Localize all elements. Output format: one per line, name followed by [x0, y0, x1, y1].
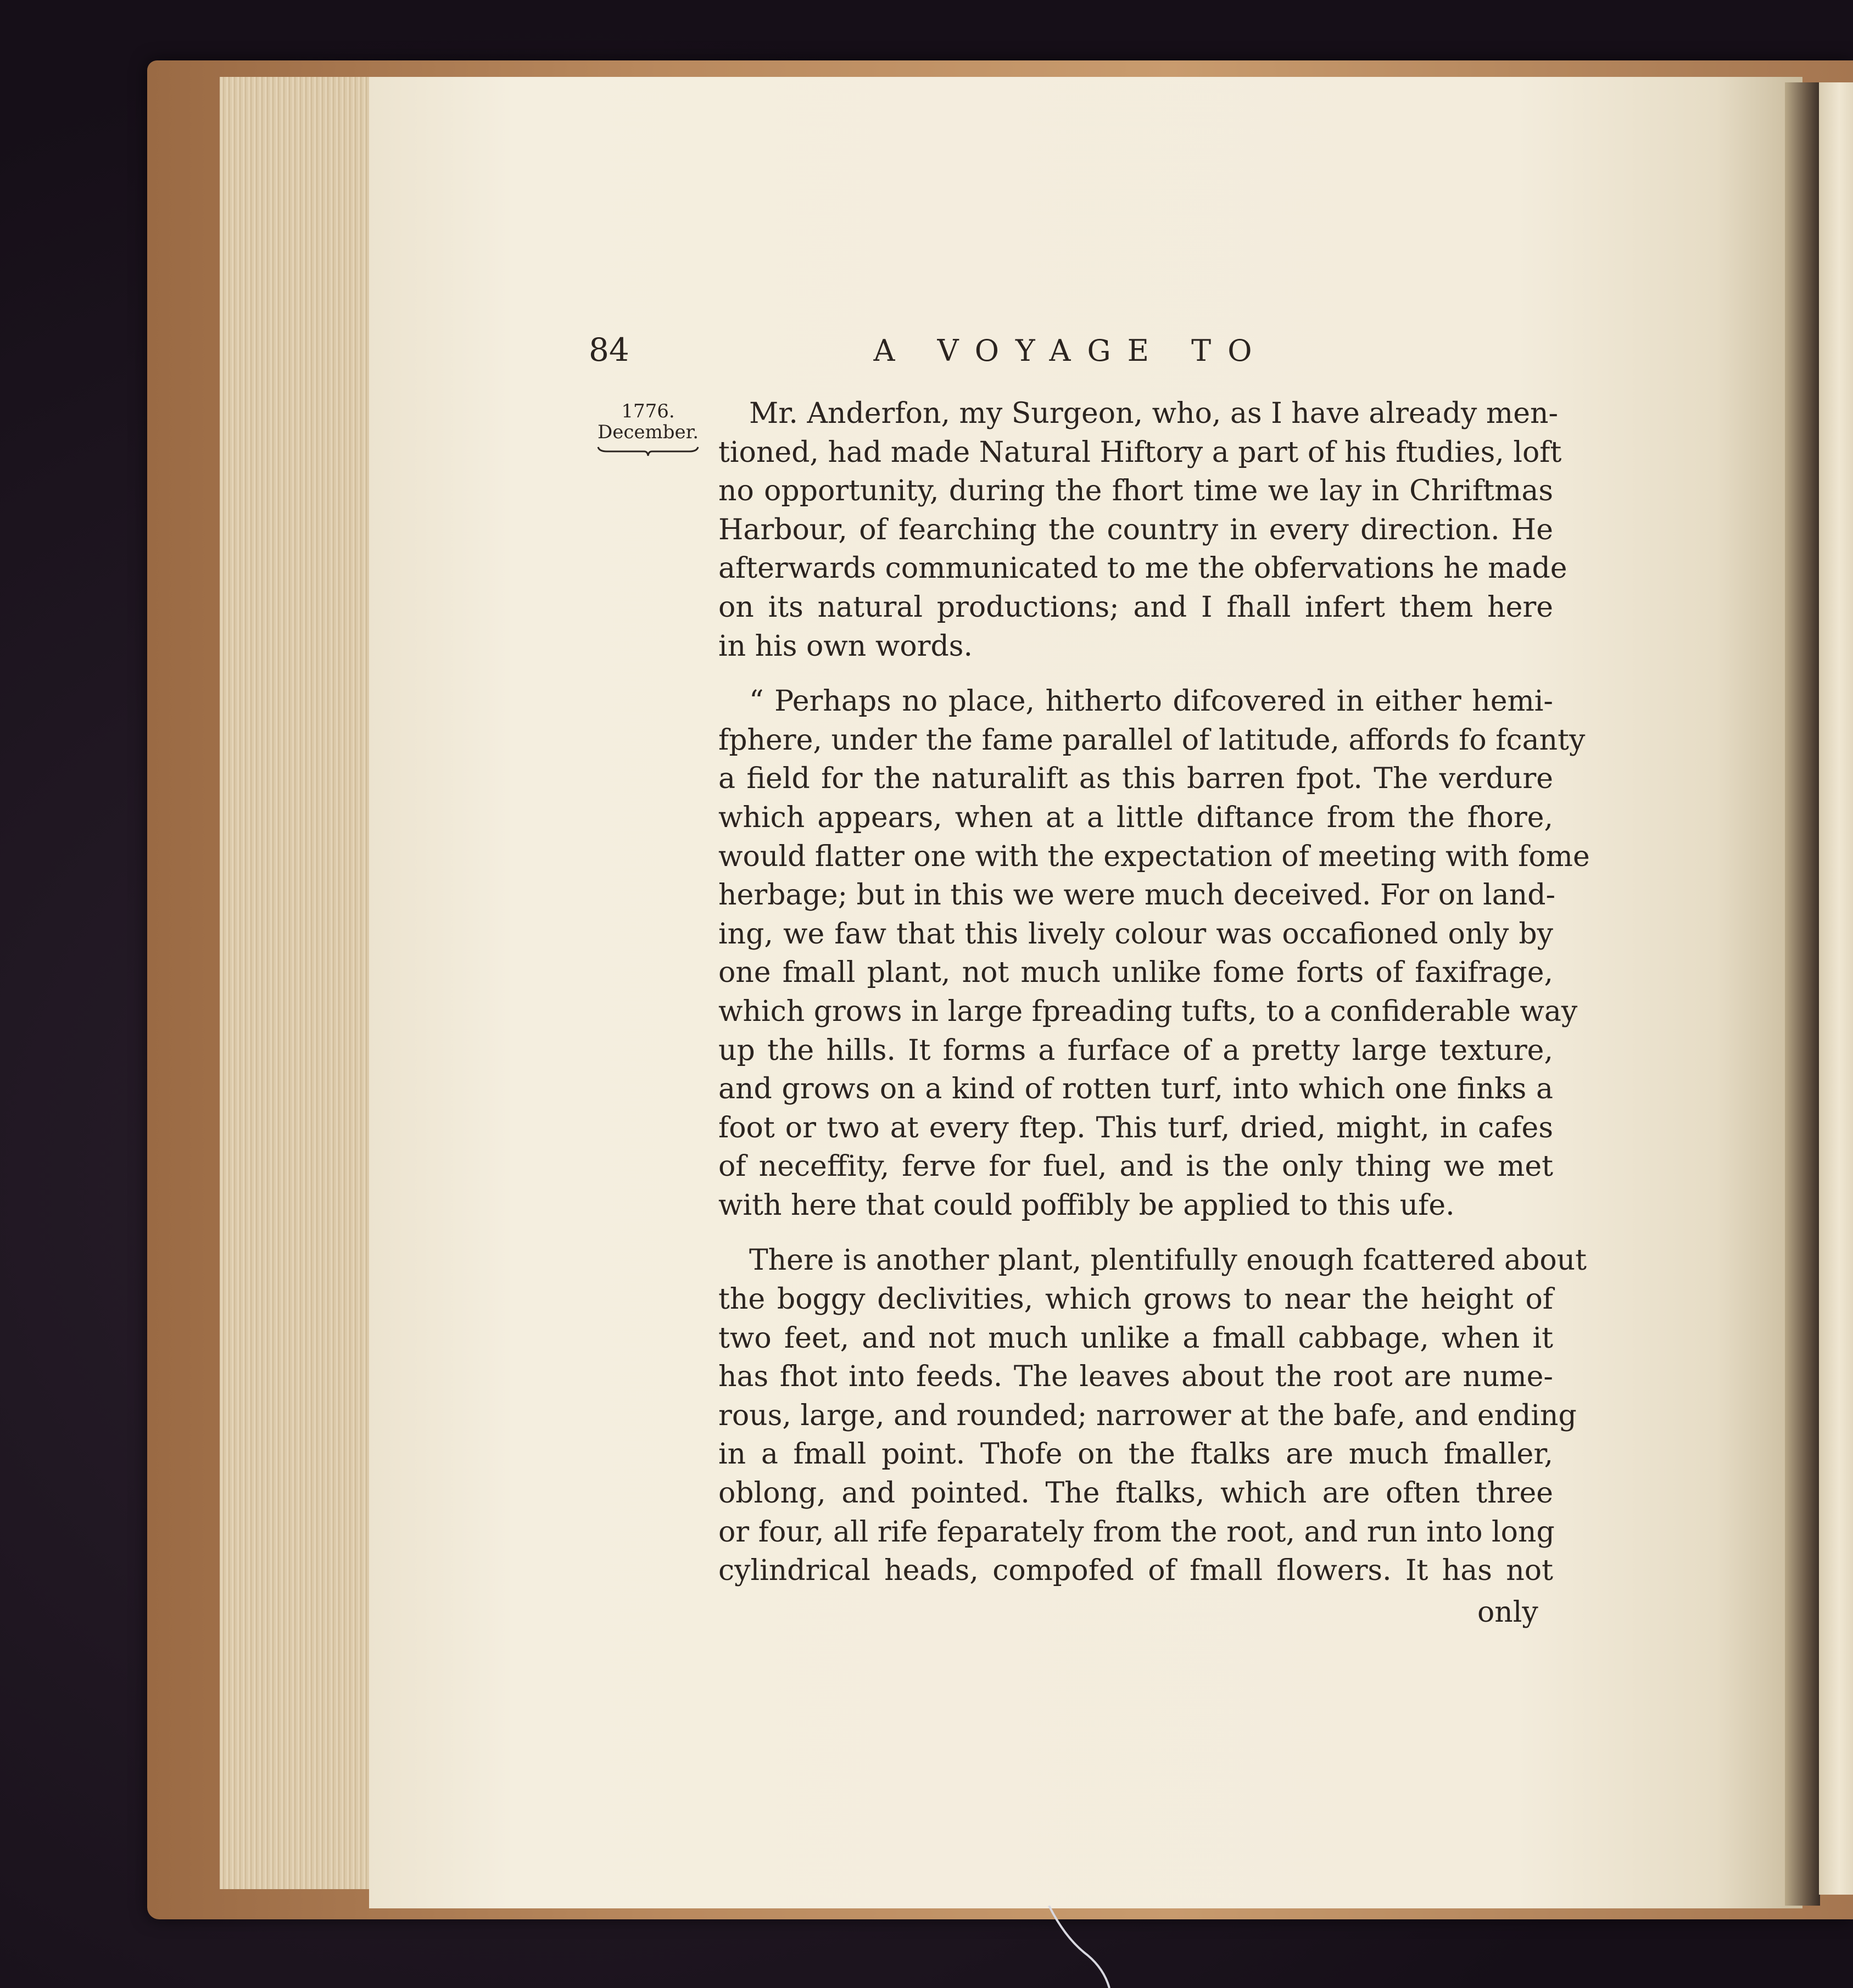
text-line: Harbour, of fearching the country in every direction. He: [718, 513, 1553, 546]
text-line: two feet, and not much unlike a fmall cabbage, when it: [718, 1321, 1553, 1355]
text-line: up the hills. It forms a furface of a pretty large texture,: [718, 1034, 1553, 1067]
page-number: 84: [589, 331, 629, 368]
text-line: or four, all rife feparately from the root, and run into long: [718, 1515, 1555, 1549]
text-line: on its natural productions; and I fhall infert them here: [718, 590, 1553, 624]
text-line: herbage; but in this we were much deceived. For on land-: [718, 879, 1556, 912]
text-line: foot or two at every ftep. This turf, dried, might, in cafes: [718, 1111, 1553, 1144]
text-line: one fmall plant, not much unlike fome forts of faxifrage,: [718, 956, 1553, 990]
margin-month: December.: [598, 421, 699, 443]
text-line: which appears, when at a little diftance from the fhore,: [718, 801, 1553, 834]
text-line: tioned, had made Natural Hiftory a part of his ftudies, loft: [718, 435, 1562, 469]
facing-page-edge: [1819, 82, 1853, 1895]
text-line: no opportunity, during the fhort time we lay in Chriftmas: [718, 474, 1553, 508]
text-line: “ Perhaps no place, hitherto difcovered in either hemi-: [749, 685, 1553, 718]
catchword: only: [1477, 1596, 1538, 1629]
text-line: has fhot into feeds. The leaves about the root are nume-: [718, 1360, 1553, 1394]
text-line: rous, large, and rounded; narrower at the bafe, and ending: [718, 1399, 1577, 1432]
page-block-edge: [220, 77, 372, 1889]
text-line: which grows in large fpreading tufts, to a confiderable way: [718, 995, 1578, 1028]
text-line: of neceffity, ferve for fuel, and is the only thing we met: [718, 1150, 1553, 1183]
text-line: afterwards communicated to me the obfervations he made: [718, 552, 1567, 585]
paragraph-3: [718, 1241, 1587, 1590]
paragraph-1: [718, 394, 1567, 666]
text-line: cylindrical heads, compofed of fmall flowers. It has not: [718, 1554, 1553, 1588]
text-line: ing, we faw that this lively colour was occafioned only by: [718, 917, 1553, 951]
margin-date-note: [593, 401, 703, 457]
text-line: the boggy declivities, which grows to near the height of: [718, 1283, 1553, 1316]
text-line: in his own words.: [718, 629, 973, 663]
text-line: fphere, under the fame parallel of latitude, affords fo fcanty: [718, 723, 1586, 757]
book-gutter: [1785, 82, 1820, 1906]
text-line: Mr. Anderfon, my Surgeon, who, as I have already men-: [749, 397, 1559, 430]
text-line: with here that could poffibly be applied to this ufe.: [718, 1188, 1455, 1222]
text-line: and grows on a kind of rotten turf, into which one finks a: [718, 1073, 1553, 1106]
text-line: a field for the naturalift as this barren fpot. The verdure: [718, 762, 1553, 796]
bookmark-thread: [1043, 1906, 1120, 1988]
text-line: in a fmall point. Thofe on the ftalks are much fmaller,: [718, 1438, 1553, 1471]
text-line: There is another plant, plentifully enough fcattered about: [749, 1244, 1587, 1277]
margin-year: 1776.: [621, 400, 675, 422]
text-line: oblong, and pointed. The ftalks, which are often three: [718, 1477, 1553, 1510]
text-line: would flatter one with the expectation of meeting with fome: [718, 840, 1590, 873]
brace-icon: [596, 445, 700, 457]
body-text: [718, 394, 1590, 1590]
running-title: A VOYAGE TO: [873, 333, 1269, 368]
paragraph-2: [718, 682, 1590, 1225]
